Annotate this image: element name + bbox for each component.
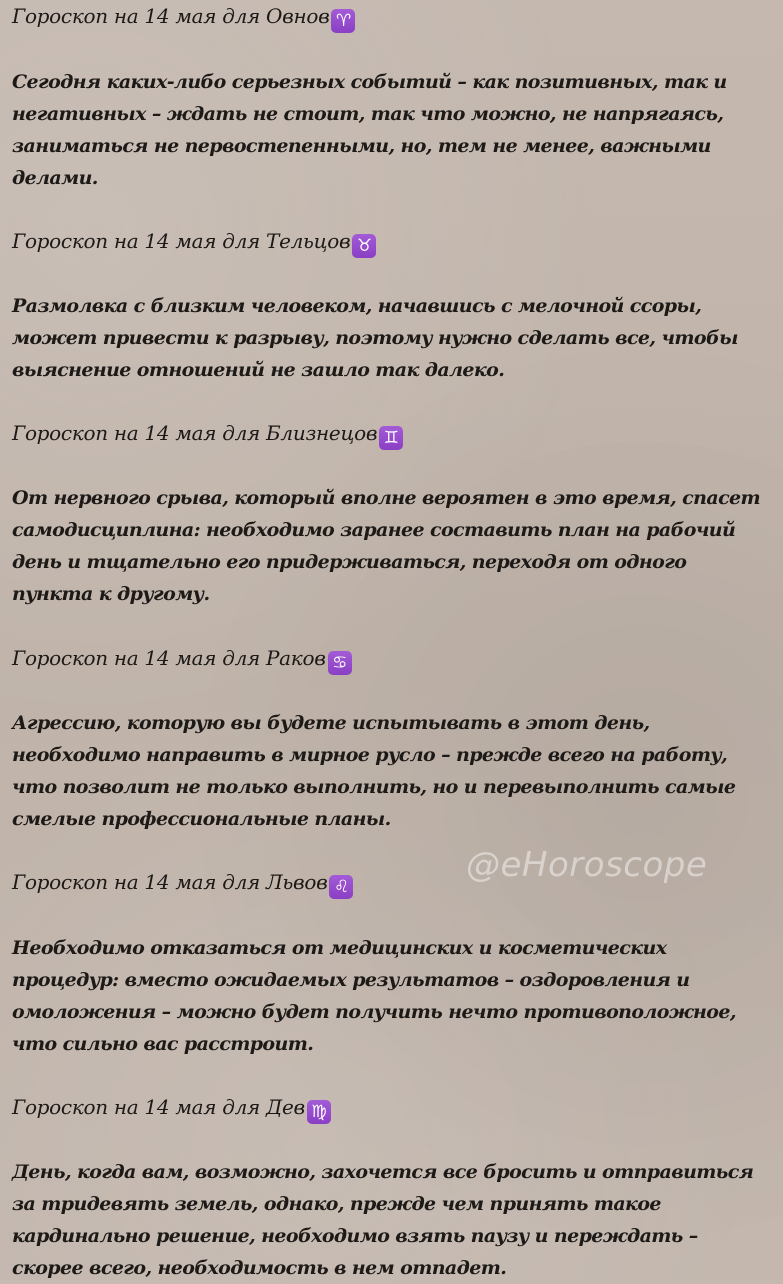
- virgo-icon: ♍: [307, 1100, 331, 1124]
- heading-gemini: [12, 417, 771, 450]
- heading-text: Гороскоп на 14 мая для Раков: [12, 646, 326, 670]
- aries-icon: ♈: [331, 9, 355, 33]
- taurus-icon: ♉: [352, 234, 376, 258]
- heading-text: Гороскоп на 14 мая для Близнецов: [12, 421, 378, 445]
- paragraph-virgo: День, когда вам, возможно, захочется все бросить и отправиться за тридевять земель, однако, прежде чем принять такое кардинально решение, необходимо взять паузу и переждать – скорее всего, необходимость в нем отпадет.: [12, 1161, 754, 1279]
- heading-text: Гороскоп на 14 мая для Дев: [12, 1095, 305, 1119]
- gemini-icon: ♊: [379, 426, 403, 450]
- heading-virgo: [12, 1091, 771, 1124]
- paragraph-aries: Сегодня каких-либо серьезных событий – как позитивных, так и негативных – ждать не стоит, так что можно, не напрягаясь, заниматься не первостепенными, но, тем не менее, важными делами.: [12, 71, 727, 189]
- watermark: @eHoroscope: [466, 845, 708, 885]
- paragraph-taurus: Размолвка с близким человеком, начавшись с мелочной ссоры, может привести к разрыву, поэтому нужно сделать все, чтобы выяснение отношений не зашло так далеко.: [12, 295, 738, 381]
- heading-taurus: [12, 225, 771, 258]
- heading-text: Гороскоп на 14 мая для Тельцов: [12, 229, 351, 253]
- heading-cancer: [12, 642, 771, 675]
- leo-icon: ♌: [329, 875, 353, 899]
- paragraph-leo: Необходимо отказаться от медицинских и косметических процедур: вместо ожидаемых результатов – оздоровления и омоложения – можно будет получить нечто противоположное, что сильно вас расстроит.: [12, 937, 736, 1055]
- paragraph-gemini: От нервного срыва, который вполне вероятен в это время, спасет самодисциплина: необходимо заранее составить план на рабочий день и тщательно его придерживаться, переходя от одного пункта к другому.: [12, 487, 761, 605]
- cancer-icon: ♋: [328, 651, 352, 675]
- heading-aries: [12, 0, 771, 33]
- paragraph-cancer: Агрессию, которую вы будете испытывать в этот день, необходимо направить в мирное русло – прежде всего на работу, что позволит не только выполнить, но и перевыполнить самые смелые профессиональные планы.: [12, 712, 736, 830]
- heading-text: Гороскоп на 14 мая для Овнов: [12, 4, 330, 28]
- heading-text: Гороскоп на 14 мая для Львов: [12, 870, 328, 894]
